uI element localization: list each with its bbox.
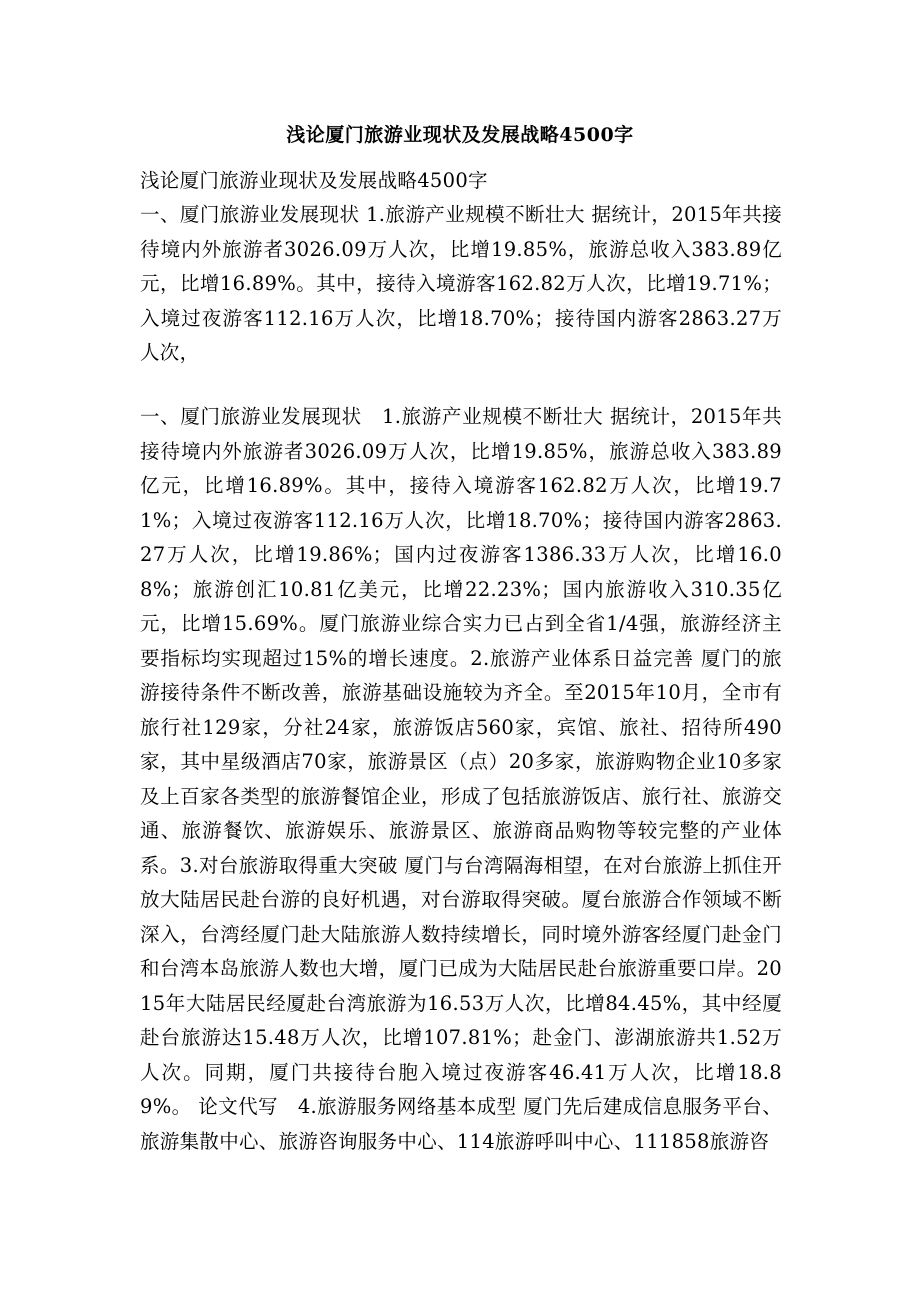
body-paragraph: 一、厦门旅游业发展现状 1.旅游产业规模不断壮大 据统计，2015年共接待境内外旅游者3026.09万人次，比增19.85%，旅游总收入383.89亿元，比增16.89%。其中，接待入境游客162.82万人次，比增19.71%；入境过夜游客112.16万人次，比增18.70%；接待国内游客2863.27万人次，比增19.86%；国内过夜游客1386.33万人次，比增16.08%；旅游创汇10.81亿美元，比增22.23%；国内旅游收入310.35亿元，比增15.69%。厦门旅游业综合实力已占到全省1/4强，旅游经济主要指标均实现超过15%的增长速度。2.旅游产业体系日益完善 厦门的旅游接待条件不断改善，旅游基础设施较为齐全。至2015年10月，全市有旅行社129家，分社24家，旅游饭店560家，宾馆、旅社、招待所490家，其中星级酒店70家，旅游景区（点）20多家，旅游购物企业10多家及上百家各类型的旅游餐馆企业，形成了包括旅游饭店、旅行社、旅游交通、旅游餐饮、旅游娱乐、旅游景区、旅游商品购物等较完整的产业体系。3.对台旅游取得重大突破 厦门与台湾隔海相望，在对台旅游上抓住开放大陆居民赴台游的良好机遇，对台游取得突破。厦台旅游合作领域不断深入，台湾经厦门赴大陆旅游人数持续增长，同时境外游客经厦门赴金门和台湾本岛旅游人数也大增，厦门已成为大陆居民赴台旅游重要口岸。2015年大陆居民经厦赴台湾旅游为16.53万人次，比增84.45%，其中经厦赴台旅游达15.48万人次，比增107.81%；赴金门、澎湖旅游共1.52万人次。同期，厦门共接待台胞入境过夜游客46.41万人次，比增18.89%。 论文代写 4.旅游服务网络基本成型 厦门先后建成信息服务平台、旅游集散中心、旅游咨询服务中心、114旅游呼叫中心、111858旅游咨 (140, 405, 782, 1153)
summary-paragraph: 一、厦门旅游业发展现状 1.旅游产业规模不断壮大 据统计，2015年共接待境内外旅游者3026.09万人次，比增19.85%，旅游总收入383.89亿元，比增16.89%。其中，接待入境游客162.82万人次，比增19.71%；入境过夜游客112.16万人次，比增18.70%；接待国内游客2863.27万人次， (140, 203, 782, 364)
document-title: 浅论厦门旅游业现状及发展战略4500字 (286, 124, 634, 146)
document-subtitle: 浅论厦门旅游业现状及发展战略4500字 (140, 169, 488, 192)
